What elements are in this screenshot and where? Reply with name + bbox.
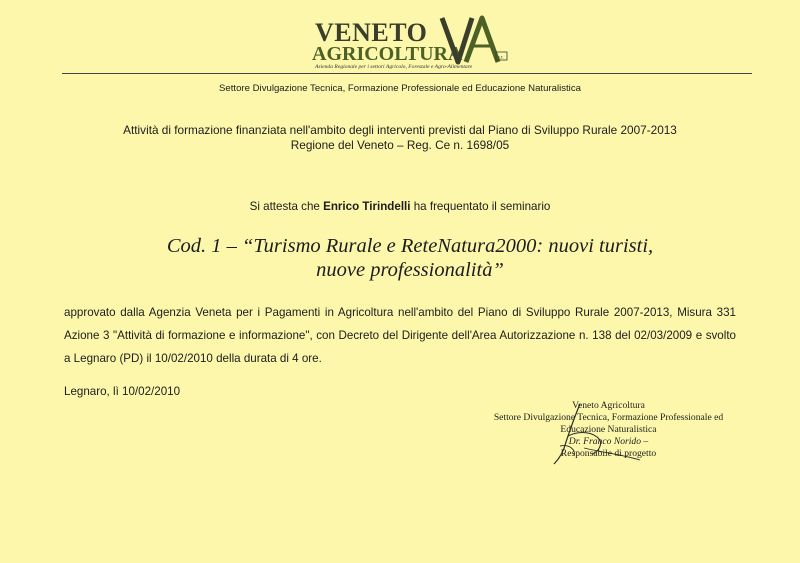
logo-veneto-text: VENETO: [315, 18, 428, 47]
veneto-agricoltura-logo: [312, 10, 512, 72]
course-details: approvato dalla Agenzia Veneta per i Pagamenti in Agricoltura nell'ambito del Piano di Sviluppo Rurale 2007-2013, Misura 331 Azione 3 "Attività di formazione e informazione", con Decreto del Dirigente dell'Area Autorizzazione n. 138 del 02/03/2009 e svolto a Legnaro (PD) il 10/02/2010 della durata di 4 ore.: [64, 306, 736, 365]
signatory-block: [456, 400, 761, 460]
signatory-role: Responsabile di progetto: [560, 448, 657, 459]
header-divider: [62, 73, 752, 74]
signatory-sector-line-2: Educazione Naturalistica: [560, 424, 657, 435]
logo-va-mark-icon: [436, 12, 508, 68]
course-title: Cod. 1 – “Turismo Rurale e ReteNatura2000: nuovi turisti, nuove professionalità”: [166, 235, 654, 281]
attestation-suffix: ha frequentato il seminario: [413, 200, 551, 213]
signatory-org: Veneto Agricoltura: [572, 400, 645, 411]
signatory-name: Dr. Franco Norido –: [568, 436, 649, 447]
attestation-prefix: Si attesta che: [249, 200, 320, 213]
logo-tagline: Azienda Regionale per i settori Agricolo, Forestale e Agro-Alimentare: [315, 64, 473, 70]
logo-agricoltura-text: AGRICOLTURA: [312, 43, 463, 65]
attestation-line: [0, 200, 800, 213]
sector-heading: Settore Divulgazione Tecnica, Formazione Professionale ed Educazione Naturalistica: [219, 83, 581, 94]
signatory-sector-line-1: Settore Divulgazione Tecnica, Formazione Professionale ed: [493, 412, 724, 423]
participant-name: Enrico Tirindelli: [323, 200, 411, 213]
logo-badge-text: a.r.: [497, 55, 504, 61]
funding-line-1: Attività di formazione finanziata nell'ambito degli interventi previsti dal Piano di Sviluppo Rurale 2007-2013: [123, 123, 677, 137]
funding-statement: [0, 123, 800, 152]
place-and-date: Legnaro, lì 10/02/2010: [64, 385, 181, 398]
funding-line-2: Regione del Veneto – Reg. Ce n. 1698/05: [290, 137, 510, 152]
